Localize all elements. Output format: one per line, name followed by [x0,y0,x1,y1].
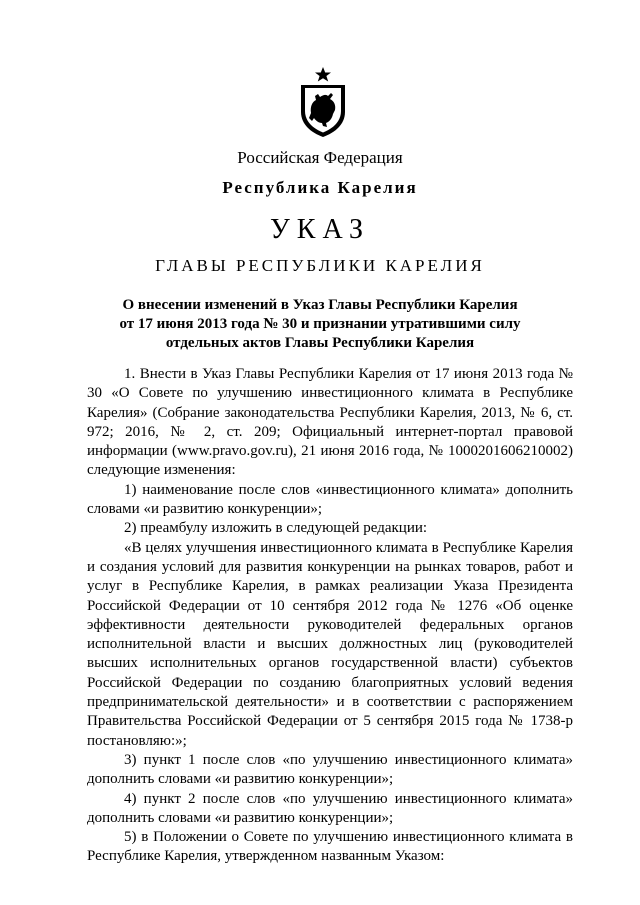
country-name: Российская Федерация [237,148,403,167]
body-paragraph: 3) пункт 1 после слов «по улучшению инвестиционного климата» дополнить словами «и развитию конкуренции»; [87,751,573,788]
body-paragraph: 1. Внести в Указ Главы Республики Карелия от 17 июня 2013 года № 30 «О Совете по улучшению инвестиционного климата в Республике Карелия» (Собрание законодательства Республики Карелия, 2013, № 6, ст. 972; 2016, № 2, ст. 209; Официальный интернет-портал правовой информации (www.pravo.gov.ru), 21 июня 2016 года, № 1000201606210002) следующие изменения: [87,366,573,479]
decree-title-line: от 17 июня 2013 года № 30 и признании утратившими силу [119,316,521,332]
decree-title [0,296,640,353]
karelia-coat-of-arms-icon [297,66,349,138]
body-paragraph: 5) в Положении о Совете по улучшению инвестиционного климата в Республике Карелия, утвержденном названным Указом: [87,829,573,865]
decree-title-line: отдельных актов Главы Республики Карелия [165,335,475,351]
issuer-title: ГЛАВЫ РЕСПУБЛИКИ КАРЕЛИЯ [155,256,485,275]
decree-body [87,365,573,867]
republic-name: Республика Карелия [222,178,418,197]
decree-title-line: О внесении изменений в Указ Главы Республики Карелия [122,297,518,313]
body-paragraph: 2) преамбулу изложить в следующей редакции: [124,520,428,537]
body-paragraph: 1) наименование после слов «инвестиционного климата» дополнить словами «и развитию конкуренции»; [87,481,573,518]
document-type: УКАЗ [269,214,371,245]
body-paragraph: 4) пункт 2 после слов «по улучшению инвестиционного климата» дополнить словами «и развитию конкуренции»; [87,790,573,826]
body-paragraph: «В целях улучшения инвестиционного климата в Республике Карелия и создания условий для развития конкуренции на рынках товаров, работ и услуг в Республике Карелия, в рамках реализации Указа Президента Российской Федерации от 10 сентября 2012 года № 1276 «Об оценке эффективности деятельности руководителей федеральных органов исполнительной власти и высших должностных лиц (руководителей высших исполнительных органов государственной власти) субъектов Российской Федерации по созданию благоприятных условий ведения предпринимательской деятельности» и в соответствии с распоряжением Правительства Российской Федерации от 5 сентября 2015 года № 1738-р постановляю:»; [87,539,573,749]
